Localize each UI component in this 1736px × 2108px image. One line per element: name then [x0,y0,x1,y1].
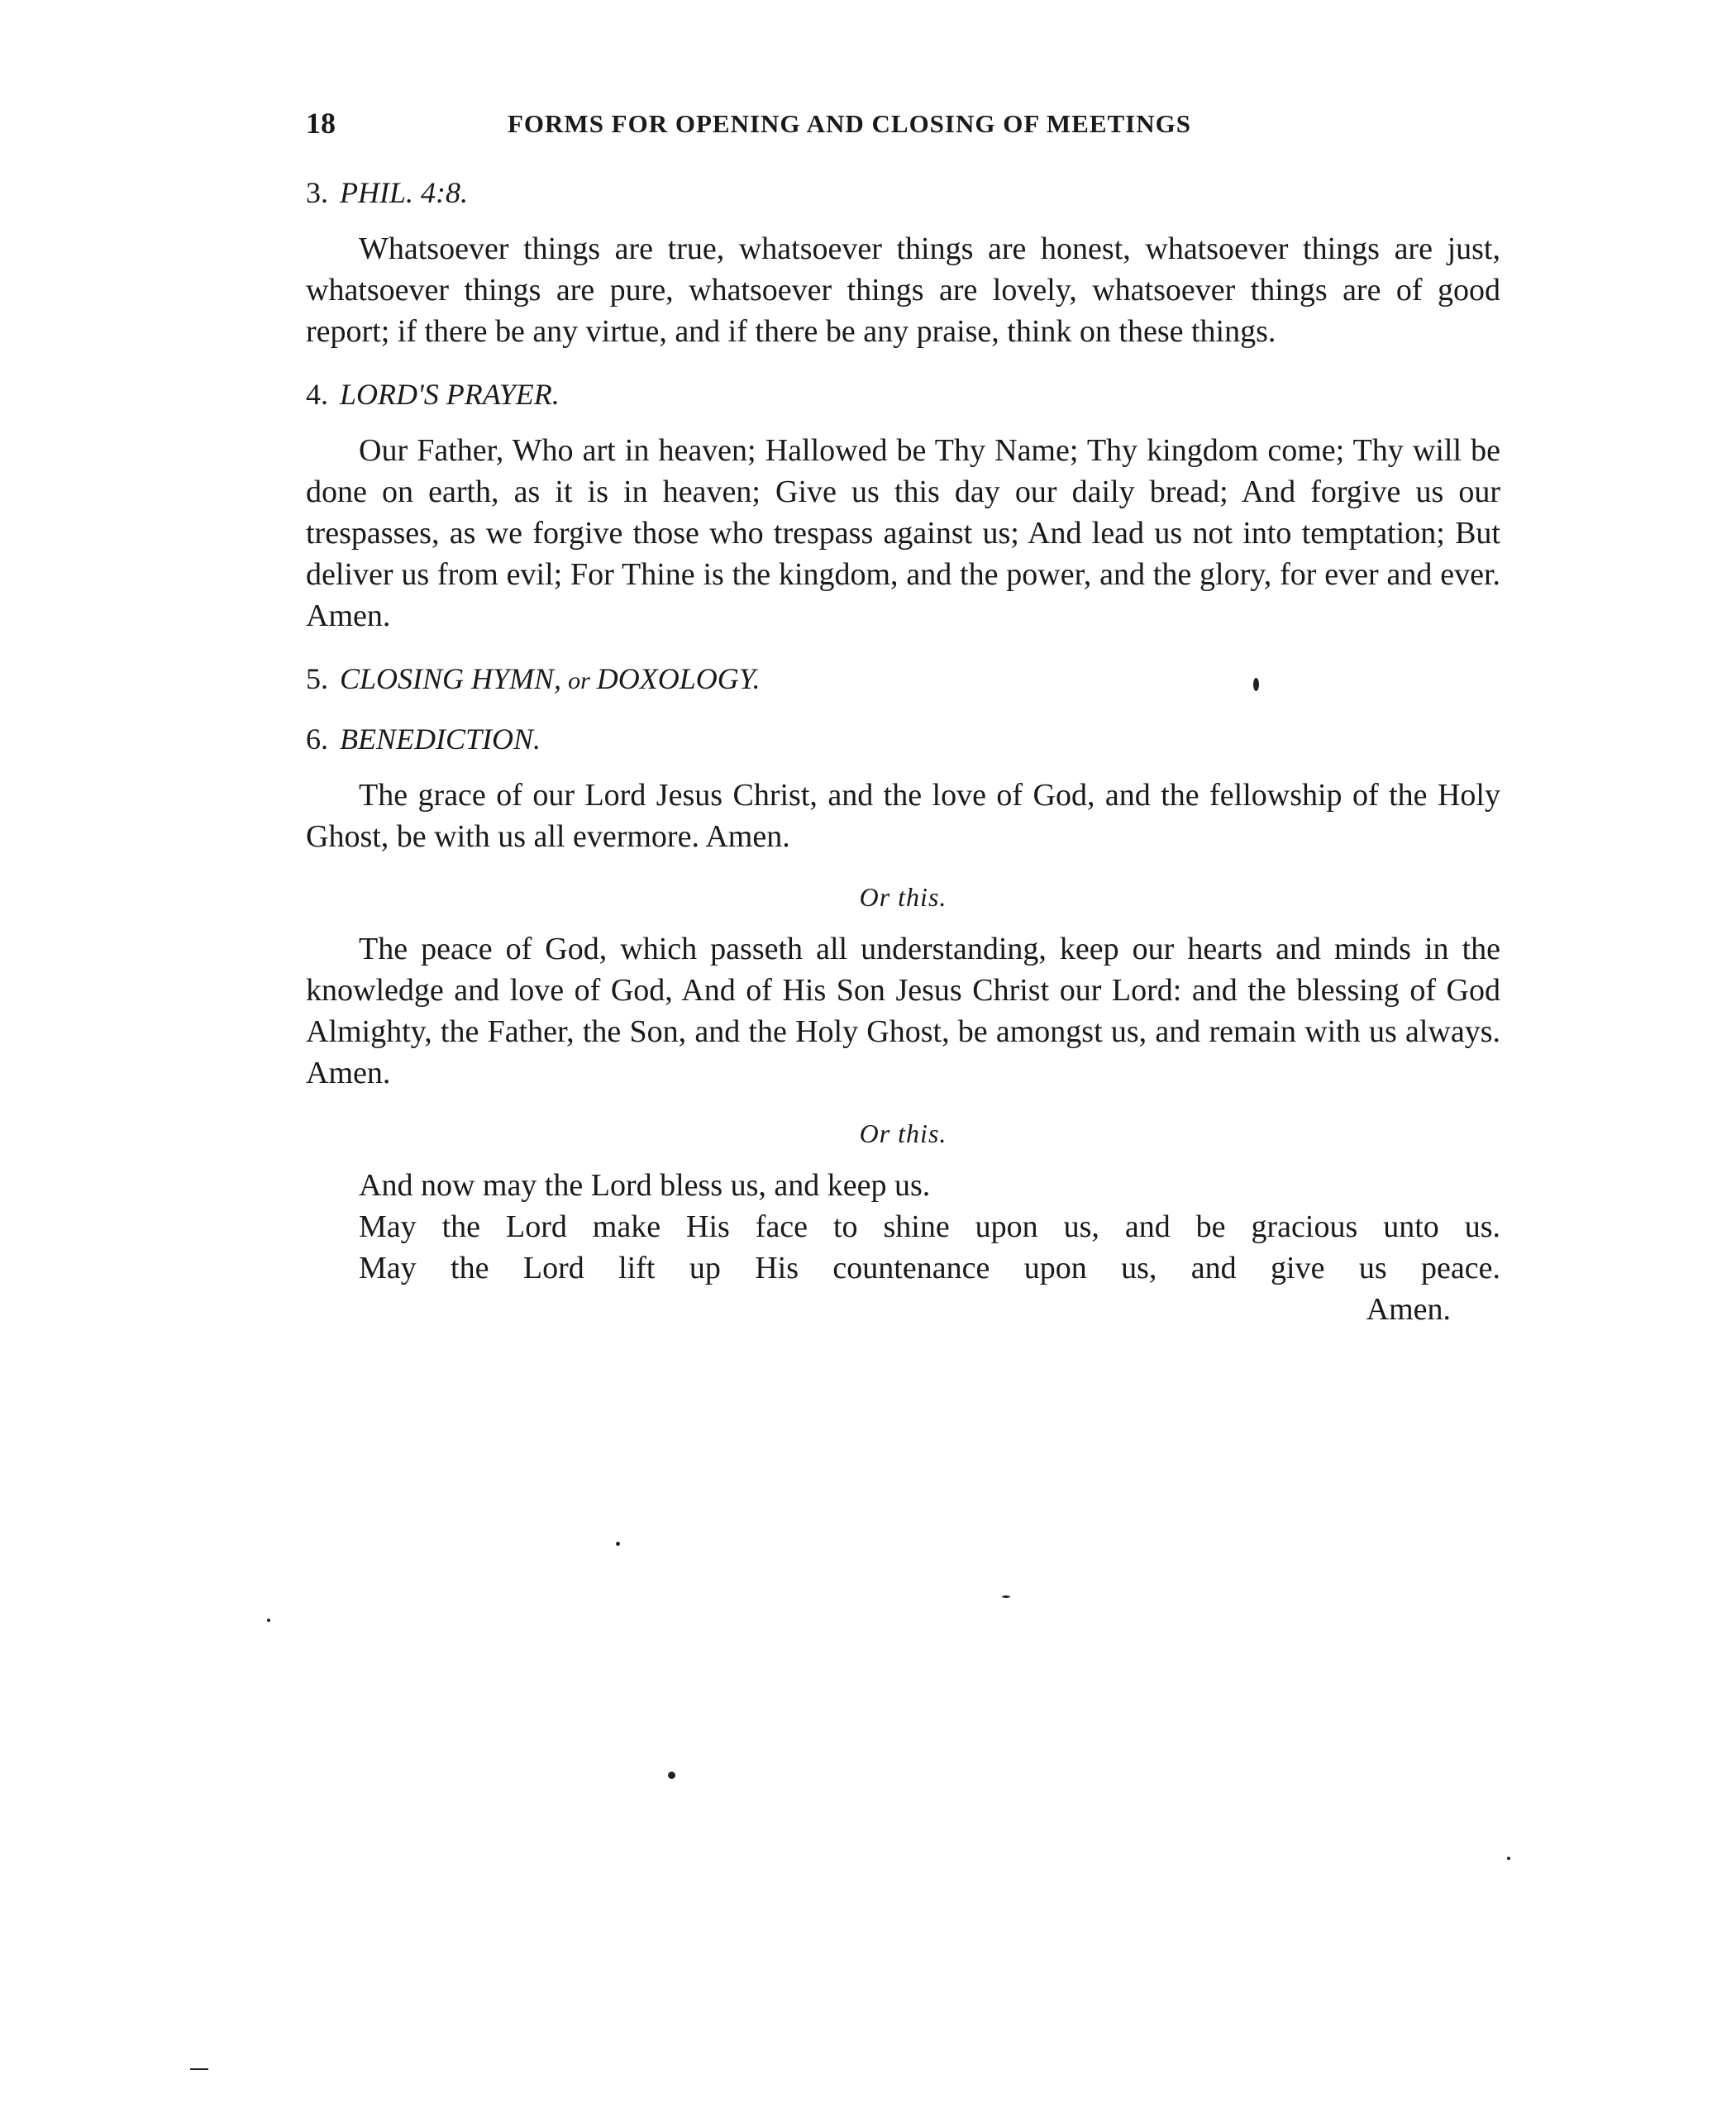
page-number: 18 [306,107,336,140]
section-number: 3. [306,176,328,209]
section-heading-benediction [306,720,1500,758]
section-number: 4. [306,378,328,411]
benediction-line-1: And now may the Lord bless us, and keep us. [359,1168,931,1203]
benediction-line-3: May the Lord lift up His countenance upon us, and give us peace. [359,1251,1500,1285]
section-heading-closing-hymn [306,660,1500,700]
section-title-part1: CLOSING HYMN, [340,662,562,695]
scan-speck [267,1619,270,1622]
benediction-text-2: The peace of God, which passeth all understanding, keep our hearts and minds in the knowledge and love of God, And of His Son Jesus Christ our Lord: and the blessing of God Almighty, the Father, the Son, and the Holy Ghost, be amongst us, and remain with us always. Amen. [306,932,1500,1090]
section-title: BENEDICTION. [340,723,541,756]
scan-speck [1253,678,1259,691]
page-header [306,106,1529,147]
section-number: 6. [306,723,328,756]
section-title-or: or [568,667,590,694]
section-heading-phil [306,174,1500,212]
section-title-part2: DOXOLOGY. [596,662,761,695]
final-amen: Amen. [1366,1292,1451,1327]
scan-speck [668,1772,675,1779]
scan-speck [616,1542,620,1546]
phil-scripture-text: Whatsoever things are true, whatsoever things are honest, whatsoever things are just, whatsoever things are pure, whatsoever things are lovely, whatsoever things are of good report; if there be any virtue, and if there be any praise, think on these things. [306,231,1500,349]
or-this-label-1: Or this. [859,882,947,912]
or-this-label-2: Or this. [859,1118,947,1148]
benediction-text-1: The grace of our Lord Jesus Christ, and the love of God, and the fellowship of the Holy Ghost, be with us all evermore. Amen. [306,778,1500,854]
section-number: 5. [306,662,328,695]
scan-speck [1002,1595,1010,1598]
page-content [306,174,1500,1330]
section-title: LORD'S PRAYER. [340,378,560,411]
section-title: PHIL. 4:8. [340,176,468,209]
section-heading-lords-prayer [306,375,1500,413]
benediction-line-2: May the Lord make His face to shine upon us, and be gracious unto us. [359,1209,1500,1244]
scan-speck [190,2068,208,2070]
running-head: FORMS FOR OPENING AND CLOSING OF MEETINGS [508,109,1191,138]
lords-prayer-text: Our Father, Who art in heaven; Hallowed be Thy Name; Thy kingdom come; Thy will be done on earth, as it is in heaven; Give us this day our daily bread; And forgive us our trespasses, as we forgive those who trespass against us; And lead us not into temptation; But deliver us from evil; For Thine is the kingdom, and the power, and the glory, for ever and ever. Amen. [306,433,1500,633]
scan-speck [1507,1857,1510,1860]
